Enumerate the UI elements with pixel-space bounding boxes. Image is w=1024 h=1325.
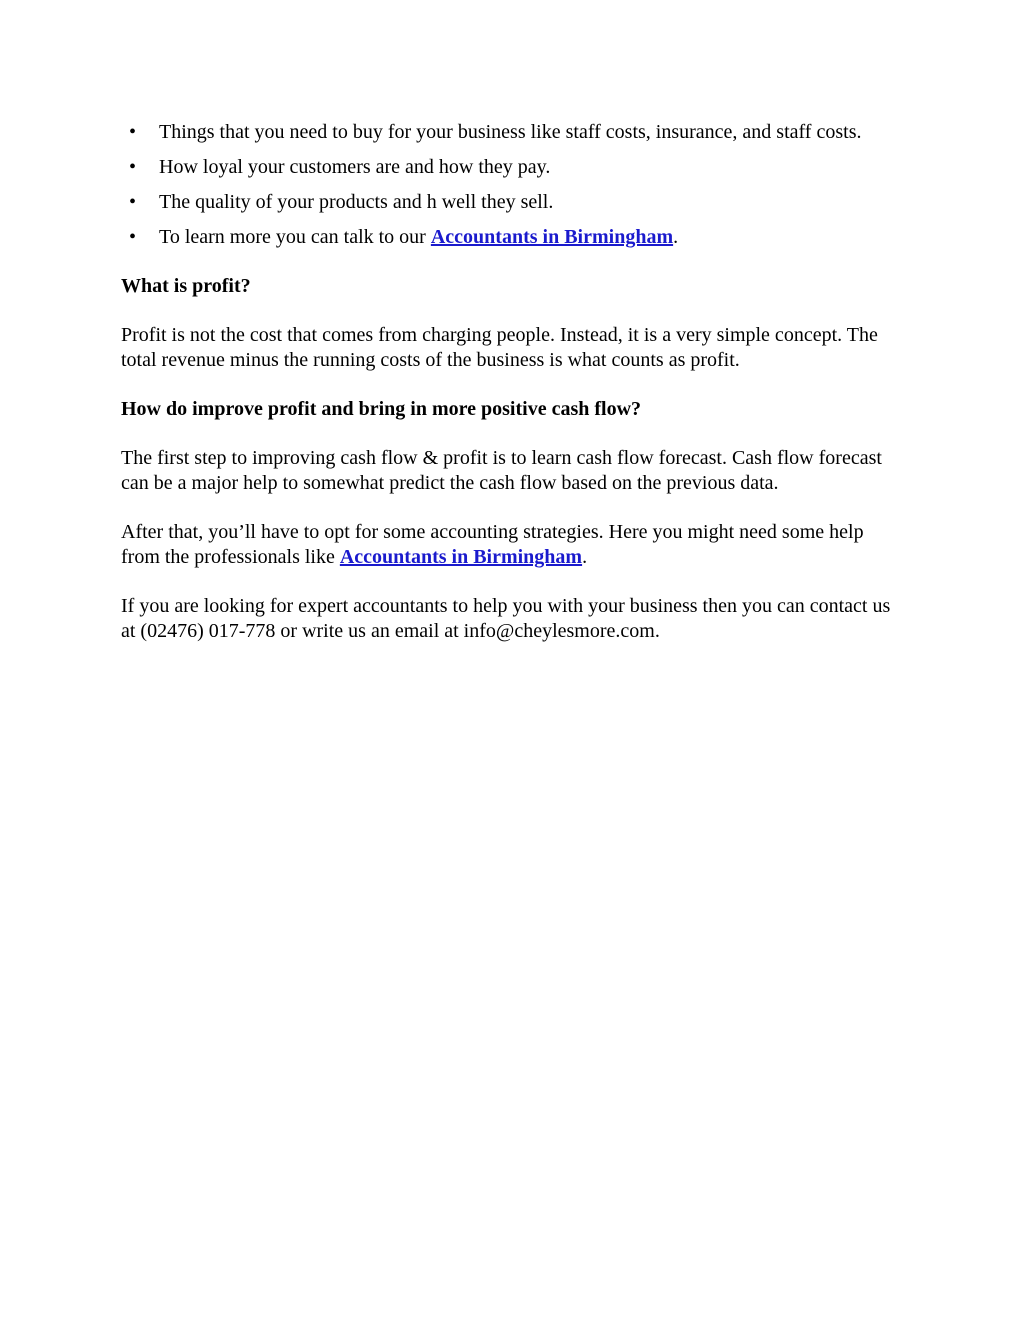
list-item-text: Things that you need to buy for your business like staff costs, insurance, and staff costs. — [159, 121, 862, 143]
list-item — [121, 225, 901, 250]
list-item — [121, 155, 901, 180]
list-item — [121, 120, 901, 145]
list-item-text: The quality of your products and h well they sell. — [159, 191, 554, 213]
paragraph-profit: Profit is not the cost that comes from charging people. Instead, it is a very simple concept. The total revenue minus the running costs of the business is what counts as profit. — [121, 324, 878, 371]
paragraph-contact: If you are looking for expert accountants to help you with your business then you can contact us at (02476) 017-778 or write us an email at info@cheylesmore.com. — [121, 595, 891, 642]
list-item-text: How loyal your customers are and how they pay. — [159, 156, 551, 178]
paragraph-strategies — [121, 520, 901, 570]
bullet-list — [121, 120, 901, 250]
bullet-icon: • — [129, 191, 137, 213]
paragraph-forecast: The first step to improving cash flow & profit is to learn cash flow forecast. Cash flow forecast can be a major help to somewhat predict the cash flow based on the previous data. — [121, 447, 882, 494]
bullet-icon: • — [129, 226, 137, 248]
list-item-text-before: To learn more you can talk to our — [159, 226, 431, 248]
list-item-text-after: . — [673, 226, 679, 248]
list-item — [121, 190, 901, 215]
bullet-icon: • — [129, 156, 137, 178]
document-page — [121, 120, 901, 644]
paragraph-strategies-text-before: After that, you’ll have to opt for some accounting strategies. Here you might need some help from the professionals like — [121, 521, 864, 568]
heading-improve-profit: How do improve profit and bring in more positive cash flow? — [121, 398, 642, 420]
paragraph-strategies-text-after: . — [582, 546, 588, 568]
bullet-icon: • — [129, 121, 137, 143]
heading-what-is-profit: What is profit? — [121, 275, 251, 297]
accountants-birmingham-link[interactable]: Accountants in Birmingham — [339, 546, 583, 568]
accountants-birmingham-link[interactable]: Accountants in Birmingham — [430, 226, 674, 248]
